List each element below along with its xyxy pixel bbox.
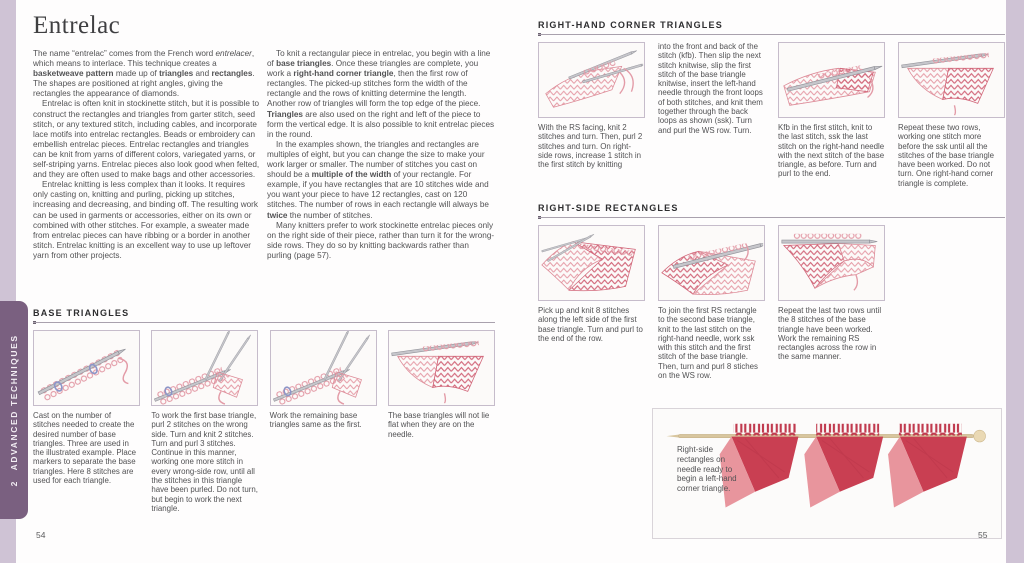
step-figure	[388, 330, 495, 513]
step-caption: Pick up and knit 8 stitches along the left side of the first base triangle. Turn and purl to the end of the row.	[538, 306, 643, 343]
section-rule	[33, 321, 495, 324]
photo-caption: Right-side rectangles on needle ready to begin a left-hand corner triangle.	[677, 445, 737, 494]
corner-triangle-complete-illustration	[899, 43, 1004, 117]
paragraph: Entrelac knitting is less complex than it looks. It requires only casting on, knitting and purling, picking up stitches, increasing and decreasing, and binding off. The resulting work can be used in garments or accessories, either on its own or combined with other stitches. For example, a sweater made from entrelac pieces can have ribbing or a border in another stitch. Entrelac knitting is an excellent way to use up leftover yarn from other projects.	[33, 180, 258, 260]
first-base-triangle-illustration	[152, 331, 257, 405]
join-rectangle-illustration	[659, 226, 764, 300]
kfb-row-illustration	[779, 43, 884, 117]
paragraph: In the examples shown, the triangles and rectangles are multiples of eight, but you can change the size to make your work larger or smaller. The number of stitches you cast on should be a multiple of the width of your rectangle. For example, if you have rectangles that are 10 stitches wide and you want your piece to have 12 rectangles, cast on 120 stitches. The number of rows in each rectangle will always be twice the number of stitches.	[267, 139, 489, 220]
paragraph: Many knitters prefer to work stockinette entrelac pieces only on the right side of their piece, rather than turn it for the wrong-side rows. They do so by knitting backwards rather than purling (page 57).	[267, 220, 495, 260]
section-header: RIGHT-HAND CORNER TRIANGLES	[538, 20, 723, 30]
illustration-panel	[388, 330, 495, 406]
step-figure	[658, 225, 765, 380]
page-title: Entrelac	[33, 12, 121, 39]
section-right-hand-corner-triangles	[538, 20, 1005, 188]
illustration-panel	[33, 330, 140, 406]
step-caption: With the RS facing, knit 2 stitches and turn. Then, purl 2 stitches and turn. On right-side rows, increase 1 stitch in the first stitch by knitting	[538, 123, 643, 170]
step-figure	[778, 225, 885, 380]
cast-on-illustration	[34, 331, 139, 405]
illustration-panel	[778, 225, 885, 301]
intro-column-2	[267, 49, 495, 261]
empty-column	[898, 225, 1005, 380]
chapter-tab	[0, 301, 28, 519]
base-triangles-steps	[33, 330, 495, 513]
step-figure	[270, 330, 377, 513]
chapter-title: ADVANCED TECHNIQUES	[9, 333, 19, 470]
step-figure	[778, 42, 885, 188]
step-figure	[538, 42, 645, 188]
step-caption: Repeat the last two rows until the 8 stitches of the base triangle have been worked. Work the remaining RS rectangles across the row in the same manner.	[778, 306, 882, 362]
intro-text	[33, 49, 495, 261]
page-number-left: 54	[36, 530, 46, 540]
illustration-panel	[898, 42, 1005, 118]
section-rule	[538, 33, 1005, 36]
step-figure	[538, 225, 645, 380]
chapter-number: 2	[9, 479, 19, 487]
rhct-steps	[538, 42, 1005, 188]
repeat-rows-illustration	[779, 226, 884, 300]
page-number-right: 55	[978, 530, 988, 540]
step-caption: Kfb in the first stitch, knit to the last stitch, ssk the last stitch on the right-hand needle with the next stitch of the base triangle, as before. Turn and purl to the end.	[778, 123, 885, 179]
section-base-triangles	[33, 308, 495, 513]
step-caption: To work the first base triangle, purl 2 stitches on the wrong side. Turn and knit 2 stitches. Turn and purl 3 stitches. Continue in this manner, working one more stitch in every wrong-side row, until all the stitches in this triangle have been purled. Do not turn, but begin to work the next triangle.	[151, 411, 258, 513]
illustration-panel	[270, 330, 377, 406]
step-figure	[33, 330, 140, 513]
step-caption: Cast on the number of stitches needed to create the desired number of base triangles. Three are used in the illustrated example. Place markers to separate the base triangles. Here 8 stitches are used for each triangle.	[33, 411, 137, 486]
photo-swatch	[652, 408, 1002, 539]
chapter-tab-label	[9, 334, 19, 486]
pick-up-knit-illustration	[539, 226, 644, 300]
rs-facing-knit-illustration	[539, 43, 644, 117]
step-caption-continuation: into the front and back of the stitch (kfb). Then slip the next stitch knitwise, slip the first stitch of the base triangle knitwise, insert the left-hand needle through the front loops of both stitches, and knit them together through the back loops as shown (ssk). Turn and purl the WS row. Turn.	[658, 42, 763, 135]
illustration-panel	[778, 42, 885, 118]
step-caption: The base triangles will not lie flat when they are on the needle.	[387, 411, 490, 439]
illustration-panel	[658, 225, 765, 301]
step-figure	[898, 42, 1005, 188]
section-rule	[538, 216, 1005, 219]
section-header: BASE TRIANGLES	[33, 308, 130, 318]
triangles-on-needle-illustration	[389, 331, 494, 405]
step-figure	[151, 330, 258, 513]
remaining-base-triangles-illustration	[271, 331, 376, 405]
step-caption: Work the remaining base triangles same as the first.	[269, 411, 362, 430]
illustration-panel	[538, 225, 645, 301]
section-header: RIGHT-SIDE RECTANGLES	[538, 203, 679, 213]
illustration-panel	[151, 330, 258, 406]
right-edge-strip	[1006, 0, 1024, 563]
paragraph: To knit a rectangular piece in entrelac, you begin with a line of base triangles. Once these triangles are complete, you work a right-hand corner triangle, then the first row of rectangles. The picked-up stitches form the width of the rectangle and the rows of knitting determine the length. Another row of triangles will form the top edge of the piece. Triangles are also used on the right and left of the piece to form the vertical edge. It is also possible to knit entrelac pieces in the round.	[267, 49, 495, 139]
rsr-steps	[538, 225, 1005, 380]
paragraph: The name “entrelac” comes from the French word entrelacer, which means to interlace. This technique creates a basketweave pattern made up of triangles and rectangles. The shapes are positioned at right angles, giving the rectangles the appearance of diamonds.	[33, 49, 255, 99]
intro-column-1	[33, 49, 261, 261]
illustration-panel	[538, 42, 645, 118]
step-caption: To join the first RS rectangle to the second base triangle, knit to the last stitch on the right-hand needle, work ssk with this stitch and the first stitch of the base triangle. Then, turn and purl 8 stiches on the WS row.	[658, 306, 759, 381]
paragraph: Entrelac is often knit in stockinette stitch, but it is possible to construct the rectangles and triangles from garter stitch, seed stitch, or any textured stitch, including cables, and incorporate lace motifs into entrelac rectangles. Beads or embroidery can embellish entrelac pieces. Entrelac rectangles and triangles can be knit from yarns of different colors, variegated yarns, or self-striping yarns. Entrelac pieces also look good when felted, and they are often used to make bags and other accessories.	[33, 99, 260, 180]
step-caption: Repeat these two rows, working one stitch more before the ssk until all the stitches of the base triangle have been worked. Do not turn. One right-hand corner triangle is complete.	[898, 123, 995, 188]
section-right-side-rectangles	[538, 203, 1005, 380]
